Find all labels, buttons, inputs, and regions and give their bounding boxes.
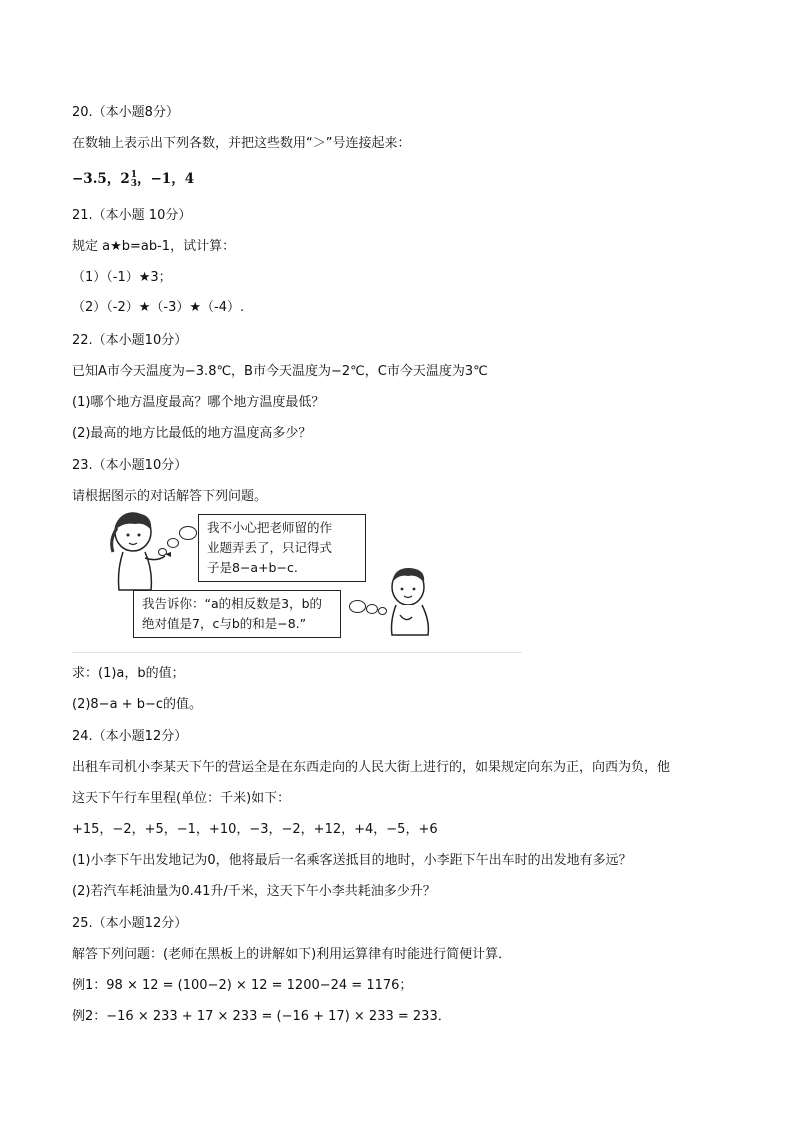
q25-prompt: 解答下列问题：(老师在黑板上的讲解如下)利用运算律有时能进行简便计算． xyxy=(72,947,512,962)
q23-prompt: 请根据图示的对话解答下列问题。 xyxy=(72,489,268,504)
q20-prompt: 在数轴上表示出下列各数，并把这些数用“＞”号连接起来： xyxy=(72,136,411,151)
q25-example-1: 例1：98 × 12 = (100−2) × 12 = 1200−24 = 1176； xyxy=(72,978,413,993)
q20-numbers xyxy=(72,170,194,189)
q22-heading: 22.（本小题10分） xyxy=(72,333,188,348)
q22-part-1: (1)哪个地方温度最高？哪个地方温度最低？ xyxy=(72,395,325,410)
boy-figure-illustration xyxy=(380,565,440,637)
bubble-girl-line-1: 我不小心把老师留的作 xyxy=(207,520,333,535)
divider xyxy=(72,652,522,653)
thought-dot-medium xyxy=(167,538,179,548)
q24-part-1: (1)小李下午出发地记为0，他将最后一名乘客送抵目的地时，小李距下午出车时的出发地有多远？ xyxy=(72,853,632,868)
speech-bubble-girl xyxy=(198,514,366,582)
thought-dot-medium-2 xyxy=(366,604,378,614)
q25-heading: 25.（本小题12分） xyxy=(72,916,188,931)
q24-data: +15，−2，+5，−1，+10，−3，−2，+12，+4，−5，+6 xyxy=(72,822,438,837)
bubble-girl-line-3: 子是8−a+b−c. xyxy=(207,560,298,575)
q23-heading: 23.（本小题10分） xyxy=(72,458,188,473)
q20-number-1: −3.5， xyxy=(72,171,121,187)
q24-heading: 24.（本小题12分） xyxy=(72,729,188,744)
q20-fraction-den: 3 xyxy=(130,178,137,189)
q24-text-2: 这天下午行车里程(单位：千米)如下： xyxy=(72,791,291,806)
q22-info: 已知A市今天温度为−3.8℃，B市今天温度为−2℃，C市今天温度为3℃ xyxy=(72,364,488,379)
q24-text-1: 出租车司机小李某天下午的营运全是在东西走向的人民大街上进行的，如果规定向东为正，向西为负，他 xyxy=(72,760,671,775)
q20-number-2-whole: 2 xyxy=(120,171,130,187)
bubble-girl-line-2: 业题弄丢了，只记得式 xyxy=(207,540,333,555)
bubble-boy-line-1: 我告诉你：“a的相反数是3，b的 xyxy=(142,596,323,611)
q23-ask-2: (2)8−a + b−c的值。 xyxy=(72,697,202,712)
q21-part-2: （2）（-2）★（-3）★（-4）. xyxy=(72,300,245,315)
speech-bubble-boy xyxy=(133,590,341,638)
q22-part-2: (2)最高的地方比最低的地方温度高多少？ xyxy=(72,426,312,441)
thought-dot-large xyxy=(179,526,197,540)
q20-number-rest: ，−1，4 xyxy=(136,171,195,187)
q25-example-2: 例2：−16 × 233 + 17 × 233 = (−16 + 17) × 233 = 233． xyxy=(72,1009,451,1024)
q21-part-1: （1）（-1）★3； xyxy=(72,270,172,285)
q21-rule: 规定 a★b=ab-1，试计算： xyxy=(72,239,236,254)
thought-dot-large-2 xyxy=(349,600,366,613)
q24-part-2: (2)若汽车耗油量为0.41升/千米，这天下午小李共耗油多少升？ xyxy=(72,884,436,899)
q20-fraction-num: 1 xyxy=(130,169,137,180)
girl-figure-illustration xyxy=(95,510,185,592)
thought-dot-small xyxy=(158,548,167,556)
q23-ask-1: 求：(1)a，b的值； xyxy=(72,666,185,681)
q21-heading: 21.（本小题 10分） xyxy=(72,208,192,223)
q20-heading: 20.（本小题8分） xyxy=(72,105,179,120)
bubble-boy-line-2: 绝对值是7，c与b的和是−8.” xyxy=(142,616,307,631)
